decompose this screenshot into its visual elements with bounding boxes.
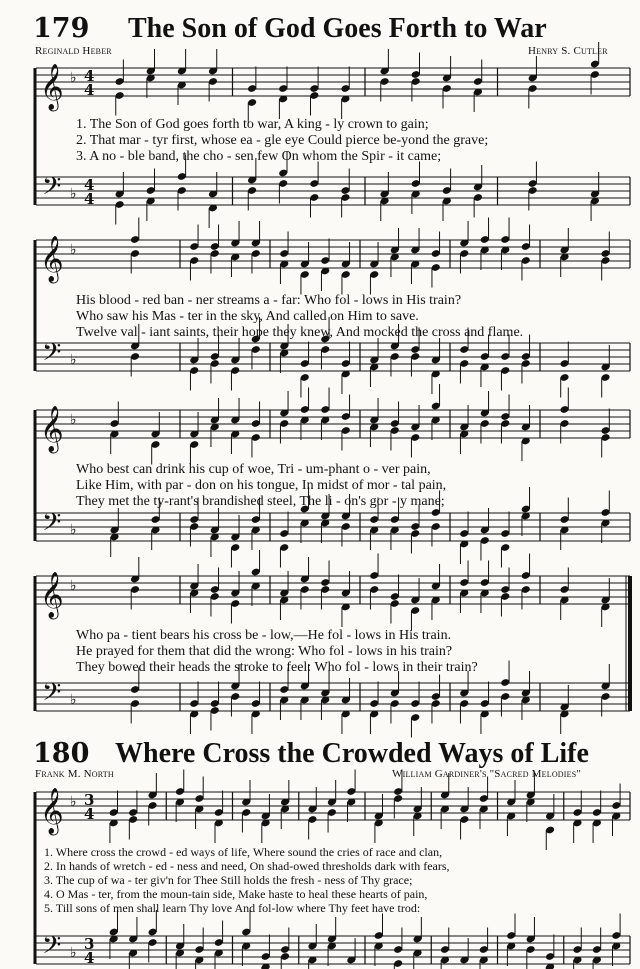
author-credit: Frank M. North [35,768,114,780]
lyric-line: 3. A no - ble band, the cho - sen few On whom the Spir - it came; [76,149,442,164]
bass-clef-icon: 𝄢 [42,931,62,966]
time-signature: 3 [84,935,95,953]
time-signature: 4 [84,67,95,85]
flat-icon: ♭ [70,692,77,708]
treble-clef-icon: 𝄞 [40,64,64,110]
time-signature: 4 [84,949,95,967]
lyric-line: His blood - red ban - ner streams a - far: Who fol - lows in His train? [76,293,462,308]
time-signature: 4 [84,81,95,99]
bass-clef-icon: 𝄢 [42,678,62,713]
time-signature: 3 [84,791,95,809]
hymn-number: 179 [33,13,90,44]
lyric-line: 2. In hands of wretch - ed - ness and need, On shad-owed thresholds dark with fears, [44,859,450,873]
bass-clef-icon: 𝄢 [42,338,62,373]
flat-icon: ♭ [70,186,77,202]
lyric-line: They bowed their heads the stroke to feel: Who fol - lows in their train? [76,660,478,675]
lyric-line: 1. Where cross the crowd - ed ways of life, Where sound the cries of race and clan, [44,845,443,859]
lyric-line: 2. That mar - tyr first, whose ea - gle eye Could pierce be-yond the grave; [76,133,489,148]
lyric-line: Who pa - tient bears his cross be - low,—He fol - lows in His train. [76,628,452,643]
lyric-line: Twelve val - iant saints, their hope they knew, And mocked the cross and flame. [76,325,524,340]
treble-clef-icon: 𝄞 [40,788,64,834]
treble-clef-icon: 𝄞 [40,572,64,618]
flat-icon: ♭ [70,412,77,428]
flat-icon: ♭ [70,70,77,86]
lyric-line: Like Him, with par - don on his tongue, In midst of mor - tal pain, [76,478,447,493]
lyric-line: Who saw his Mas - ter in the sky, And called on Him to save. [76,309,419,324]
composer-credit: William Gardiner's "Sacred Melodies" [392,768,582,780]
lyric-line: They met the ty-rant's brandished steel, The li - on's gor - y mane; [76,494,445,509]
time-signature: 4 [84,190,95,208]
flat-icon: ♭ [70,578,77,594]
lyric-line: 4. O Mas - ter, from the moun-tain side, Make haste to heal these hearts of pain, [44,887,428,901]
hymn-title: The Son of God Goes Forth to War [128,13,547,44]
lyric-line: Who best can drink his cup of woe, Tri - um-phant o - ver pain, [76,462,431,477]
treble-clef-icon: 𝄞 [40,236,64,282]
bass-clef-icon: 𝄢 [42,508,62,543]
flat-icon: ♭ [70,945,77,961]
bass-clef-icon: 𝄢 [42,172,62,207]
flat-icon: ♭ [70,242,77,258]
time-signature: 4 [84,805,95,823]
treble-clef-icon: 𝄞 [40,406,64,452]
hymn-title: Where Cross the Crowded Ways of Life [115,738,589,769]
author-credit: Reginald Heber [35,45,112,57]
lyric-line: He prayed for them that did the wrong: Who fol - lows in his train? [76,644,453,659]
flat-icon: ♭ [70,352,77,368]
lyric-line: 3. The cup of wa - ter giv'n for Thee Still holds the fresh - ness of Thy grace; [44,873,413,887]
lyric-line: 5. Till sons of men shall learn Thy love And fol-low where Thy feet have trod: [44,901,421,915]
flat-icon: ♭ [70,794,77,810]
hymn-number: 180 [33,738,90,769]
composer-credit: Henry S. Cutler [528,45,608,57]
time-signature: 4 [84,176,95,194]
lyric-line: 1. The Son of God goes forth to war, A king - ly crown to gain; [76,117,429,132]
flat-icon: ♭ [70,522,77,538]
